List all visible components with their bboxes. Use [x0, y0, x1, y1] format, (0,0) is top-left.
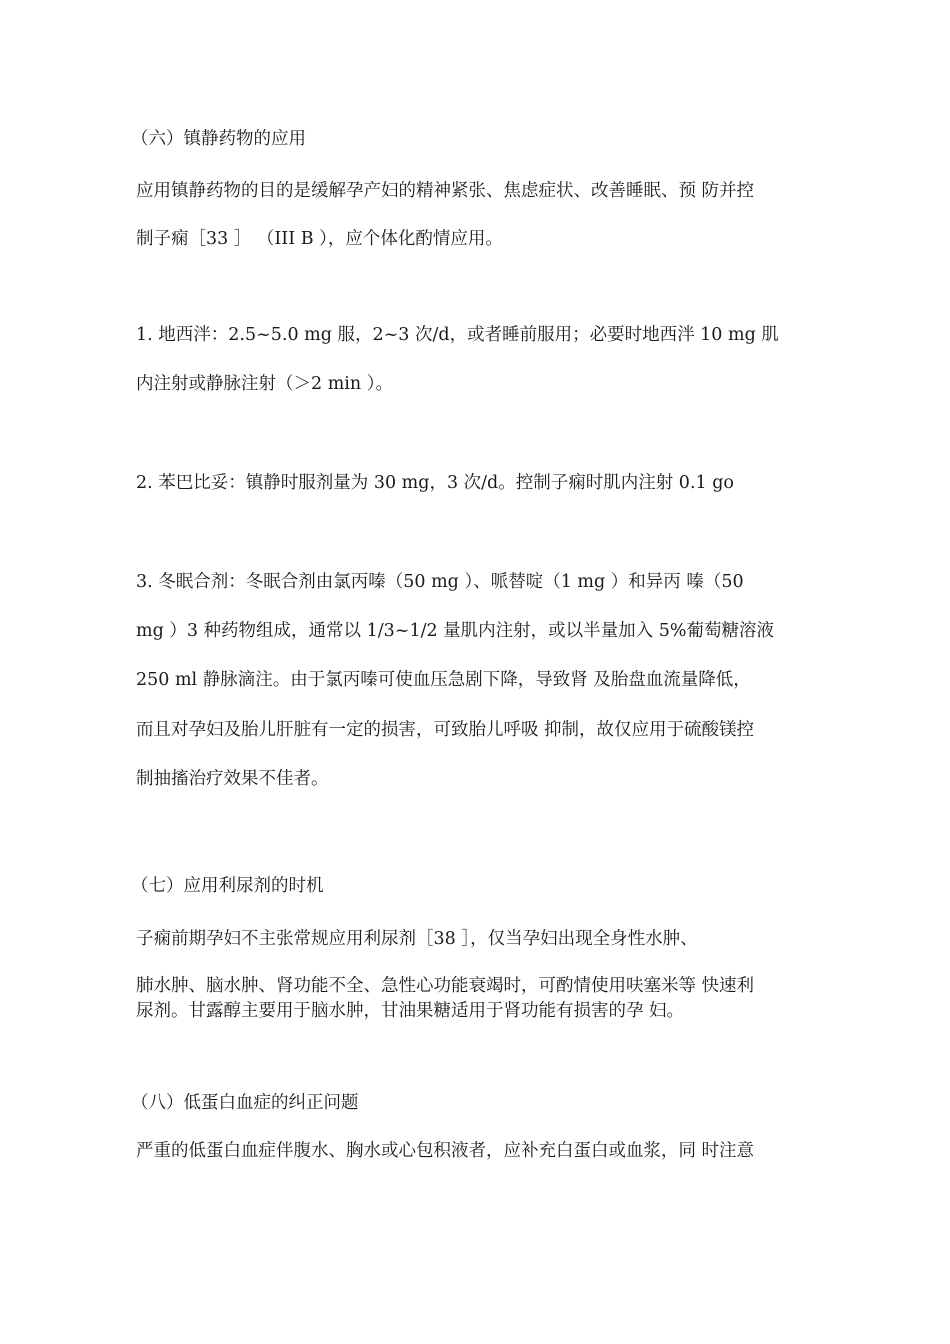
item-3-line-1: 3. 冬眠合剂：冬眠合剂由氯丙嗪（50 mg ）、哌替啶（1 mg ）和异丙 嗪（50: [136, 572, 744, 592]
section-6-heading: （六）镇静药物的应用: [131, 129, 306, 149]
item-1-line-1: 1. 地西泮：2.5~5.0 mg 服，2~3 次/d，或者睡前服用；必要时地西泮 10 mg 肌: [136, 325, 779, 345]
item-3-line-5: 制抽搐治疗效果不佳者。: [136, 769, 329, 789]
section-7-heading: （七）应用利尿剂的时机: [131, 876, 324, 896]
section-7-paragraph-line-3: 尿剂。甘露醇主要用于脑水肿，甘油果糖适用于肾功能有损害的孕 妇。: [136, 1001, 685, 1021]
section-8-paragraph-line-1: 严重的低蛋白血症伴腹水、胸水或心包积液者，应补充白蛋白或血浆，同 时注意: [136, 1141, 755, 1161]
item-2-line-1: 2. 苯巴比妥：镇静时服剂量为 30 mg，3 次/d。控制子痫时肌内注射 0.1 go: [136, 473, 734, 493]
section-7-paragraph-line-1: 子痫前期孕妇不主张常规应用利尿剂［38 ］，仅当孕妇出现全身性水肿、: [136, 929, 698, 949]
section-6-paragraph-line-1: 应用镇静药物的目的是缓解孕产妇的精神紧张、焦虑症状、改善睡眠、预 防并控: [136, 181, 755, 201]
section-8-heading: （八）低蛋白血症的纠正问题: [131, 1093, 359, 1113]
item-3-line-2: mg ）3 种药物组成，通常以 1/3~1/2 量肌内注射，或以半量加入 5%葡萄糖溶液: [136, 621, 774, 641]
section-7-paragraph-line-2: 肺水肿、脑水肿、肾功能不全、急性心功能衰竭时，可酌情使用呋塞米等 快速利: [136, 976, 755, 996]
item-3-line-3: 250 ml 静脉滴注。由于氯丙嗪可使血压急剧下降，导致肾 及胎盘血流量降低，: [136, 670, 751, 690]
item-3-line-4: 而且对孕妇及胎儿肝脏有一定的损害，可致胎儿呼吸 抑制，故仅应用于硫酸镁控: [136, 720, 755, 740]
item-1-line-2: 内注射或静脉注射（＞2 min ）。: [136, 374, 393, 394]
section-6-paragraph-line-2: 制子痫［33 ］ （III B ），应个体化酌情应用。: [136, 229, 503, 249]
